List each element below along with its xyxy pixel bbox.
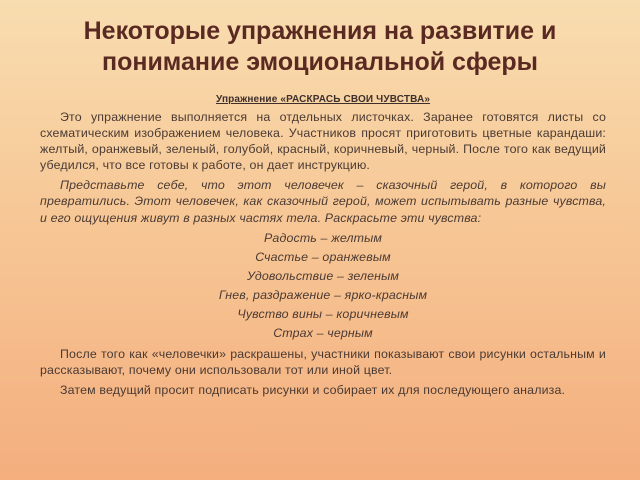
feeling-item-guilt: Чувство вины – коричневым <box>237 306 409 321</box>
feeling-item-joy: Радость – желтым <box>263 230 383 245</box>
slide-title: Некоторые упражнения на развитие и понимание эмоциональной сферы <box>83 17 557 76</box>
closing-paragraph: Затем ведущий просит подписать рисунки и собирает их для последующего анализа. <box>60 382 566 397</box>
feeling-item-pleasure: Удовольствие – зеленым <box>246 268 400 283</box>
feeling-item-fear: Страх – черным <box>273 325 373 340</box>
feelings-list <box>40 229 606 343</box>
feeling-item-anger: Гнев, раздражение – ярко-красным <box>218 287 428 302</box>
after-paragraph: После того как «человечки» раскрашены, участники показывают свои рисунки остальным и рассказывают, почему они использовали тот или иной цвет. <box>40 346 606 377</box>
slide-content <box>40 93 606 398</box>
intro-paragraph: Это упражнение выполняется на отдельных листочках. Заранее готовятся листы со схематическим изображением человека. Участников просят приготовить цветные карандаши: желтый, оранжевый, зеленый, голубой, красный, коричневый, черный. После того как ведущий убедился, что все готовы к работе, он дает инструкцию. <box>40 110 606 173</box>
exercise-heading: Упражнение «РАСКРАСЬ СВОИ ЧУВСТВА» <box>215 94 431 105</box>
feeling-item-happiness: Счастье – оранжевым <box>255 249 391 264</box>
instruction-paragraph: Представьте себе, что этот человечек – сказочный герой, в которого вы превратились. Этот человечек, как сказочный герой, может испытывать разные чувства, и его ощущения живут в разных частях тела. Раскрасьте эти чувства: <box>40 178 606 225</box>
